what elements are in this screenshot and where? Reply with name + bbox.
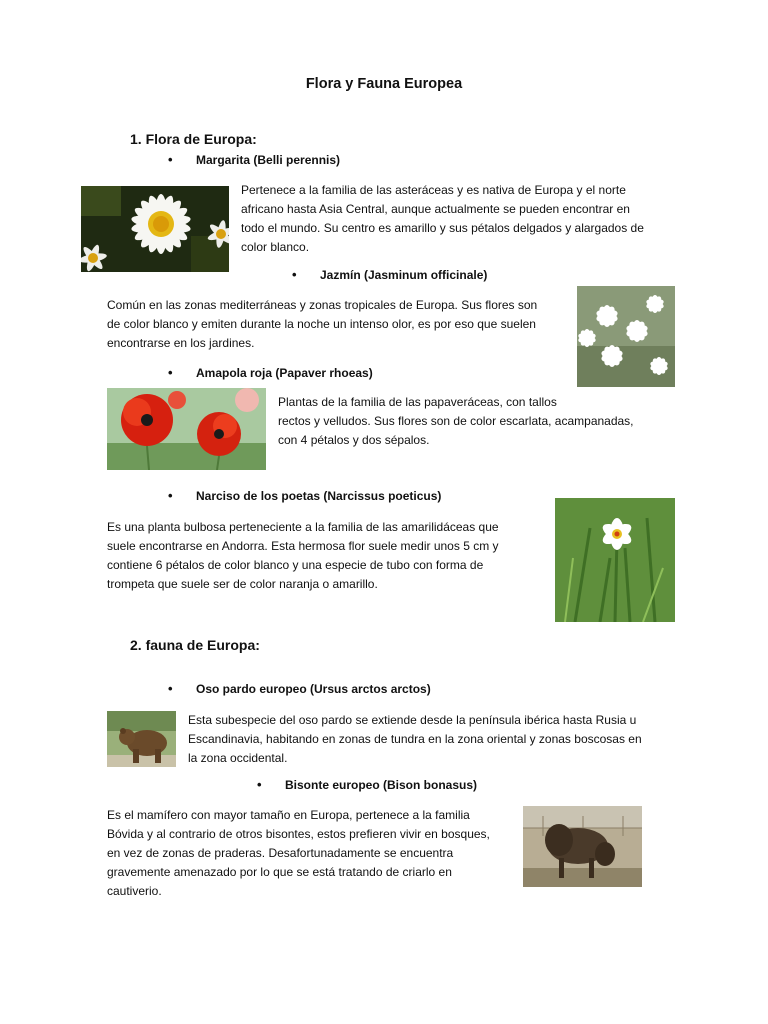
text-line: contiene 6 pétalos de color blanco y una especie de tubo con forma de [107, 558, 484, 572]
bullet-amapola: • Amapola roja (Papaver rhoeas) [196, 366, 373, 380]
text-line: cautiverio. [107, 884, 162, 898]
jasmine-image [577, 286, 675, 387]
bear-image [107, 711, 176, 767]
text-line: la zona occidental. [188, 751, 288, 765]
text-line: Escandinavia, habitando en zonas de tundra en la zona oriental y zonas boscosas en [188, 732, 642, 746]
text-line: en vez de zonas de praderas. Desafortunadamente se encuentra [107, 846, 454, 860]
poppy-image [107, 388, 266, 470]
margarita-description [241, 181, 644, 257]
daisy-image [81, 186, 229, 272]
text-line: con 4 pétalos y dos sépalos. [278, 433, 430, 447]
text-line: Común en las zonas mediterráneas y zonas tropicales de Europa. Sus flores son [107, 298, 538, 312]
bullet-narciso: • Narciso de los poetas (Narcissus poeticus) [196, 489, 441, 503]
bullet-jazmin: • Jazmín (Jasminum officinale) [320, 268, 487, 282]
text-line: de color blanco y emiten durante la noche un intenso olor, es por eso que suelen [107, 317, 536, 331]
text-line: africano hasta Asia Central, aunque actualmente se pueden encontrar en [241, 202, 630, 216]
bisonte-description [107, 806, 490, 901]
narciso-description [107, 518, 499, 594]
page-title: Flora y Fauna Europea [305, 76, 463, 92]
text-line: color blanco. [241, 240, 310, 254]
text-line: todo el mundo. Su centro es amarillo y sus pétalos delgados y alargados de [241, 221, 644, 235]
jazmin-description [107, 296, 537, 353]
section-heading-flora: 1. Flora de Europa: [130, 131, 257, 147]
text-line: Plantas de la familia de las papaveráceas, con tallos [278, 395, 557, 409]
text-line: Pertenece a la familia de las asteráceas y es nativa de Europa y el norte [241, 183, 626, 197]
text-line: suele encontrarse en Andorra. Esta hermosa flor suele medir unos 5 cm y [107, 539, 499, 553]
bullet-margarita: • Margarita (Belli perennis) [196, 153, 340, 167]
text-line: Esta subespecie del oso pardo se extiende desde la península ibérica hasta Rusia u [188, 713, 637, 727]
text-line: encontrarse en los jardines. [107, 336, 255, 350]
text-line: Es una planta bulbosa perteneciente a la familia de las amarilidáceas que [107, 520, 499, 534]
text-line: Bóvida y al contrario de otros bisontes, estos prefieren vivir en bosques, [107, 827, 490, 841]
bullet-bisonte: • Bisonte europeo (Bison bonasus) [285, 778, 477, 792]
oso-description [188, 711, 642, 768]
bison-image [523, 806, 642, 887]
amapola-description [278, 393, 634, 450]
text-line: rectos y velludos. Sus flores son de color escarlata, acampanadas, [278, 414, 634, 428]
text-line: Es el mamífero con mayor tamaño en Europa, pertenece a la familia [107, 808, 470, 822]
bullet-oso: • Oso pardo europeo (Ursus arctos arctos) [196, 682, 431, 696]
text-line: gravemente amenazado por lo que se está tratando de criarlo en [107, 865, 452, 879]
text-line: trompeta que suele ser de color naranja o amarillo. [107, 577, 378, 591]
daffodil-image [555, 498, 675, 622]
section-heading-fauna: 2. fauna de Europa: [130, 637, 260, 653]
